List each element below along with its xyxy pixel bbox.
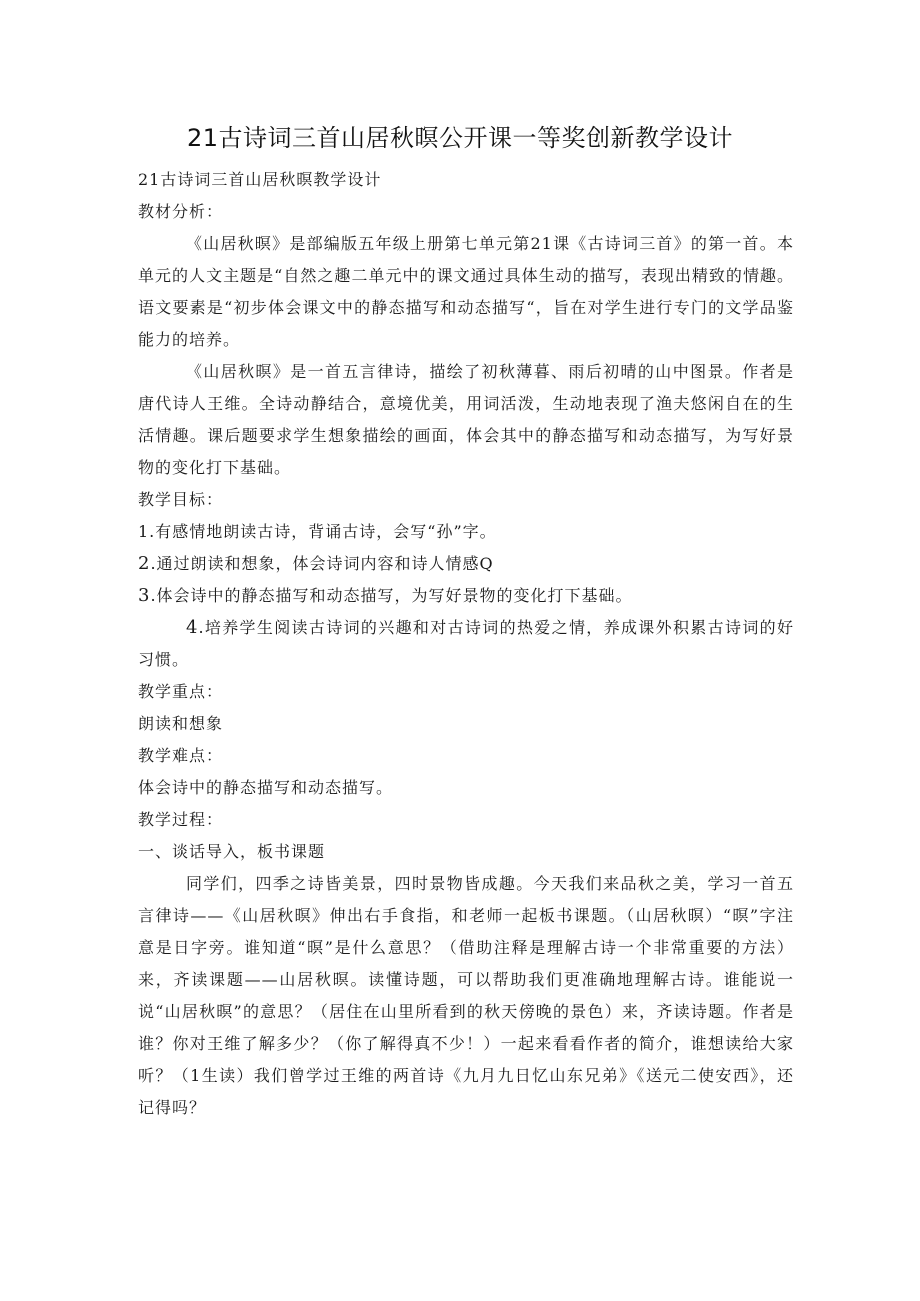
goal-4-number: 4 xyxy=(186,617,199,638)
material-paragraph-2: 《山居秋暝》是一首五言律诗，描绘了初秋薄暮、雨后初晴的山中图景。作者是唐代诗人王维。全诗动静结合，意境优美，用词活泼，生动地表现了渔夫悠闲自在的生活情趣。课后题要求学生想象描绘的画面，体会其中的静态描写和动态描写，为写好景物的变化打下基础。 xyxy=(138,362,794,477)
document-body xyxy=(138,164,794,1124)
document-title: 21古诗词三首山居秋暝公开课一等奖创新教学设计 xyxy=(186,124,734,152)
difficulty-label: 教学难点： xyxy=(138,746,224,765)
focus-text: 朗读和想象 xyxy=(138,714,224,733)
goal-3 xyxy=(138,580,794,612)
subtitle: 21古诗词三首山居秋暝教学设计 xyxy=(138,170,382,189)
goals-label: 教学目标： xyxy=(138,490,224,509)
goal-3-number: 3 xyxy=(138,585,151,606)
goal-4-text: .培养学生阅读古诗词的兴趣和对古诗词的热爱之情，养成课外积累古诗词的好习惯。 xyxy=(138,618,794,669)
focus-label: 教学重点： xyxy=(138,682,224,701)
step-1-paragraph: 同学们，四季之诗皆美景，四时景物皆成趣。今天我们来品秋之美，学习一首五言律诗——《山居秋暝》伸出右手食指，和老师一起板书课题。（山居秋暝）“暝”字注意是日字旁。谁知道“暝”是什么意思？（借助注释是理解古诗一个非常重要的方法）来，齐读课题——山居秋暝。读懂诗题，可以帮助我们更准确地理解古诗。谁能说一说“山居秋暝”的意思？（居住在山里所看到的秋天傍晚的景色）来，齐读诗题。作者是谁？你对王维了解多少？（你了解得真不少！）一起来看看作者的简介，谁想读给大家听？（1生读）我们曾学过王维的两首诗《九月九日忆山东兄弟》《送元二使安西》，还记得吗？ xyxy=(138,874,794,1117)
material-label: 教材分析： xyxy=(138,202,224,221)
goal-2-number: 2 xyxy=(138,553,151,574)
goal-2-text: .通过朗读和想象，体会诗词内容和诗人情感Q xyxy=(150,554,494,573)
goal-3-text: .体会诗中的静态描写和动态描写，为写好景物的变化打下基础。 xyxy=(150,586,633,605)
difficulty-text: 体会诗中的静态描写和动态描写。 xyxy=(138,778,394,797)
goal-2 xyxy=(138,548,794,580)
step-1-heading: 一、谈话导入，板书课题 xyxy=(138,842,326,861)
goal-4 xyxy=(138,612,794,676)
process-label: 教学过程： xyxy=(138,810,224,829)
goal-1: 1.有感情地朗读古诗，背诵古诗，会写“孙”字。 xyxy=(138,522,497,541)
material-paragraph-1: 《山居秋暝》是部编版五年级上册第七单元第21课《古诗词三首》的第一首。本单元的人文主题是“自然之趣二单元中的课文通过具体生动的描写，表现出精致的情趣。语文要素是“初步体会课文中的静态描写和动态描写“，旨在对学生进行专门的文学品鉴能力的培养。 xyxy=(138,234,794,349)
